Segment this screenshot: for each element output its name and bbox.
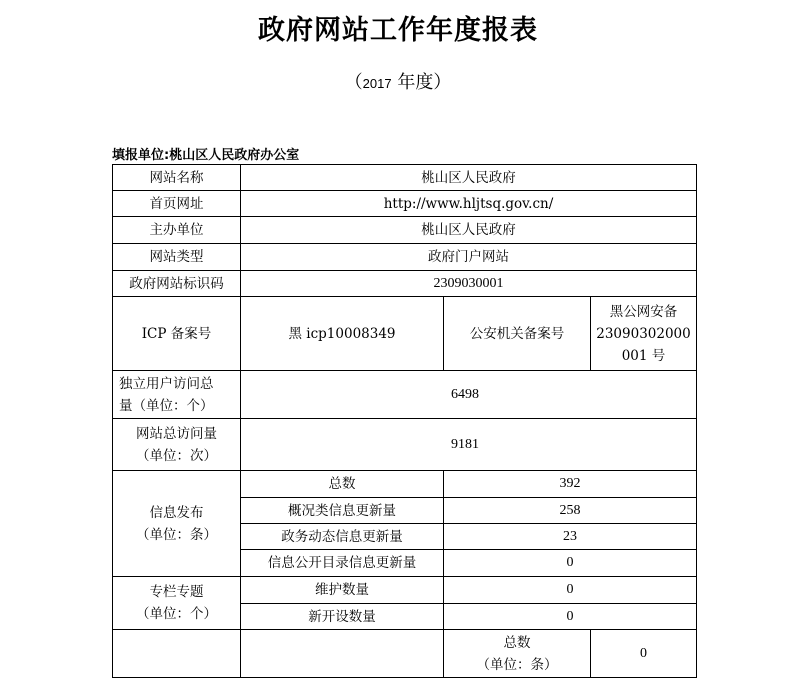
unique-visitors-label: 独立用户访问总 量（单位：个） bbox=[113, 371, 241, 419]
info-overview-label: 概况类信息更新量 bbox=[241, 498, 444, 524]
icp-label: ICP 备案号 bbox=[113, 297, 241, 371]
column-maintain-label: 维护数量 bbox=[241, 577, 444, 604]
site-type-label: 网站类型 bbox=[113, 244, 241, 271]
last-total-value: 0 bbox=[591, 630, 697, 678]
info-publish-label: 信息发布 （单位：条） bbox=[113, 471, 241, 577]
site-code-label: 政府网站标识码 bbox=[113, 271, 241, 297]
site-type-value: 政府门户网站 bbox=[241, 244, 697, 271]
column-new-label: 新开设数量 bbox=[241, 604, 444, 630]
site-name-label: 网站名称 bbox=[113, 165, 241, 191]
site-code-value: 2309030001 bbox=[241, 271, 697, 297]
info-overview-value: 258 bbox=[444, 498, 697, 524]
sponsor-label: 主办单位 bbox=[113, 217, 241, 244]
police-record-value: 黑公网安备 23090302000 001 号 bbox=[591, 297, 697, 371]
unique-visitors-value: 6498 bbox=[241, 371, 697, 419]
icp-value: 黑 icp10008349 bbox=[241, 297, 444, 371]
column-topic-label: 专栏专题 （单位：个） bbox=[113, 577, 241, 630]
reporting-unit-label: 填报单位: bbox=[112, 148, 170, 163]
reporting-unit-value: 桃山区人民政府办公室 bbox=[169, 148, 300, 163]
homepage-value: http://www.hljtsq.gov.cn/ bbox=[241, 191, 697, 217]
blank-section-label bbox=[113, 630, 241, 678]
blank-subsection-label bbox=[241, 630, 444, 678]
info-news-label: 政务动态信息更新量 bbox=[241, 524, 444, 550]
homepage-label: 首页网址 bbox=[113, 191, 241, 217]
info-total-label: 总数 bbox=[241, 471, 444, 498]
subtitle-year: 2017 bbox=[362, 76, 392, 91]
reporting-unit bbox=[112, 144, 299, 163]
column-new-value: 0 bbox=[444, 604, 697, 630]
police-record-label: 公安机关备案号 bbox=[444, 297, 591, 371]
info-catalog-value: 0 bbox=[444, 550, 697, 577]
sponsor-value: 桃山区人民政府 bbox=[241, 217, 697, 244]
info-catalog-label: 信息公开目录信息更新量 bbox=[241, 550, 444, 577]
report-year bbox=[0, 68, 796, 94]
info-total-value: 392 bbox=[444, 471, 697, 498]
report-table bbox=[112, 164, 697, 678]
site-name-value: 桃山区人民政府 bbox=[241, 165, 697, 191]
subtitle-suffix: 年度） bbox=[391, 72, 452, 93]
subtitle-open: （ bbox=[344, 72, 363, 93]
total-visits-label: 网站总访问量 （单位：次） bbox=[113, 419, 241, 471]
page-title: 政府网站工作年度报表 bbox=[258, 15, 538, 46]
total-visits-value: 9181 bbox=[241, 419, 697, 471]
column-maintain-value: 0 bbox=[444, 577, 697, 604]
last-total-label: 总数 （单位：条） bbox=[444, 630, 591, 678]
info-news-value: 23 bbox=[444, 524, 697, 550]
